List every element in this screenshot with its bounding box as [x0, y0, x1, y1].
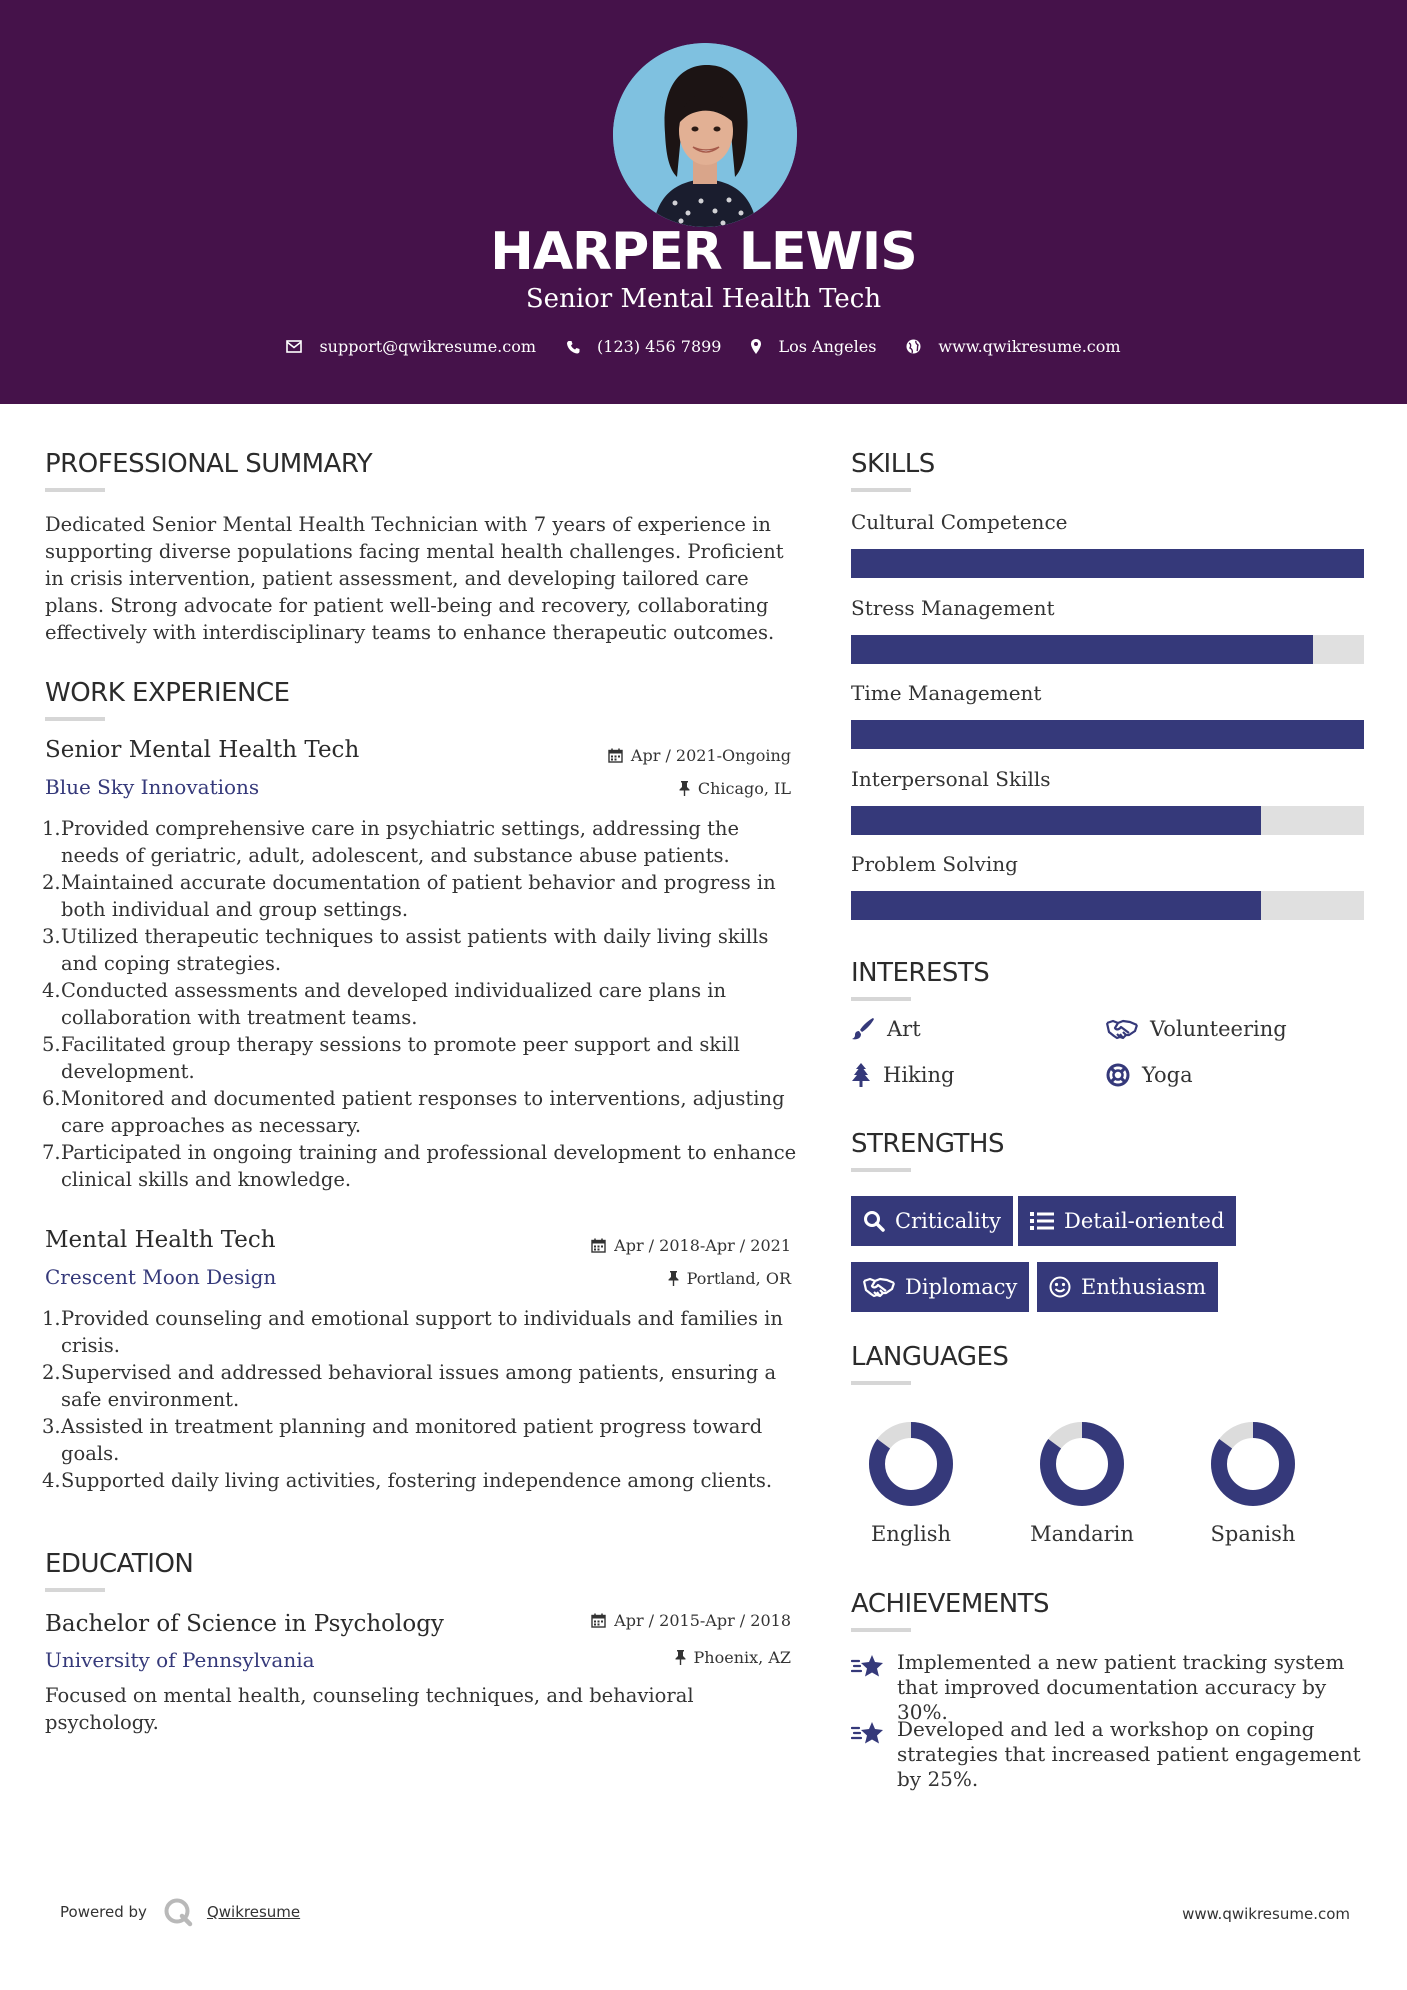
skill-label: Cultural Competence	[851, 510, 1068, 534]
achievement-item	[851, 1717, 1371, 1792]
achievement-text: Developed and led a workshop on coping strategies that increased patient engagement by 25%.	[897, 1717, 1361, 1791]
list-item: 2. Maintained accurate documentation of patient behavior and progress in both individual and group settings.	[42, 871, 776, 921]
email-text: support@qwikresume.com	[319, 337, 537, 356]
website-text: www.qwikresume.com	[938, 337, 1121, 356]
skill-bar-fill	[851, 549, 1364, 578]
list-item: 3. Utilized therapeutic techniques to assist patients with daily living skills and coping strategies.	[42, 925, 769, 975]
list-item: 1. Provided comprehensive care in psychiatric settings, addressing the needs of geriatric, adult, adolescent, and substance abuse patients.	[42, 817, 740, 867]
section-divider	[851, 1168, 911, 1172]
globe-icon	[906, 339, 921, 354]
interest-art	[851, 1017, 921, 1041]
map-pin-icon	[751, 339, 761, 354]
shooting-star-icon	[851, 1653, 885, 1679]
list-item: 4. Supported daily living activities, fostering independence among clients.	[42, 1469, 773, 1492]
skill-label: Time Management	[851, 681, 1042, 705]
skill-label: Interpersonal Skills	[851, 767, 1051, 791]
strength-badge	[851, 1262, 1029, 1312]
achievements-heading: ACHIEVEMENTS	[851, 1589, 1050, 1619]
pushpin-icon	[679, 781, 690, 796]
dates-text: Apr / 2018-Apr / 2021	[614, 1236, 791, 1255]
language-donut	[861, 1414, 961, 1514]
strengths-heading: STRENGTHS	[851, 1129, 1004, 1159]
strength-label: Enthusiasm	[1081, 1275, 1207, 1299]
section-divider	[851, 997, 911, 1001]
interest-label: Art	[887, 1017, 921, 1041]
list-item: 1. Provided counseling and emotional support to individuals and families in crisis.	[42, 1307, 783, 1357]
location-text: Los Angeles	[778, 337, 877, 356]
job-dates	[500, 746, 791, 765]
skill-bar-track	[851, 549, 1364, 578]
pushpin-icon	[668, 1271, 679, 1286]
list-icon	[1030, 1211, 1054, 1231]
contact-email[interactable]	[286, 337, 536, 356]
strength-label: Diplomacy	[905, 1275, 1018, 1299]
strength-label: Criticality	[895, 1209, 1001, 1233]
envelope-icon	[286, 340, 302, 353]
section-divider	[851, 488, 911, 492]
calendar-icon	[608, 748, 623, 763]
list-item: 6. Monitored and documented patient responses to interventions, adjusting care approaches as necessary.	[42, 1087, 785, 1137]
strength-label: Detail-oriented	[1064, 1209, 1225, 1233]
resume-header	[0, 0, 1407, 404]
job-bullets	[42, 1305, 798, 1494]
section-divider	[851, 1628, 911, 1632]
brand-link[interactable]: Qwikresume	[206, 1903, 301, 1921]
interest-hiking	[851, 1063, 954, 1087]
dates-text: Apr / 2021-Ongoing	[630, 746, 791, 765]
contact-location	[751, 337, 876, 356]
education-heading: EDUCATION	[45, 1549, 194, 1579]
company-name: Blue Sky Innovations	[45, 775, 260, 799]
skills-heading: SKILLS	[851, 449, 935, 479]
section-divider	[45, 717, 105, 721]
tree-icon	[851, 1063, 871, 1087]
qwikresume-logo-icon	[163, 1897, 193, 1927]
skill-label: Stress Management	[851, 596, 1055, 620]
interest-volunteering	[1106, 1017, 1287, 1041]
language-donut	[1032, 1414, 1132, 1514]
footer-website[interactable]: www.qwikresume.com	[1182, 1905, 1350, 1923]
lifering-icon	[1106, 1063, 1130, 1087]
job-location	[500, 779, 791, 798]
list-item: 2. Supervised and addressed behavioral issues among patients, ensuring a safe environment.	[42, 1361, 777, 1411]
job-location	[500, 1269, 791, 1288]
list-item: 4. Conducted assessments and developed individualized care plans in collaboration with treatment teams.	[42, 979, 727, 1029]
degree-title: Bachelor of Science in Psychology	[45, 1611, 444, 1637]
calendar-icon	[591, 1613, 606, 1628]
section-divider	[45, 488, 105, 492]
calendar-icon	[591, 1238, 606, 1253]
interest-label: Yoga	[1142, 1063, 1193, 1087]
skill-bar-track	[851, 806, 1364, 835]
list-item: 7. Participated in ongoing training and professional development to enhance clinical skills and knowledge.	[42, 1141, 797, 1191]
job-title: Senior Mental Health Tech	[45, 737, 360, 763]
section-divider	[851, 1381, 911, 1385]
experience-heading: WORK EXPERIENCE	[45, 678, 290, 708]
search-icon	[863, 1210, 885, 1232]
education-dates	[500, 1611, 791, 1630]
location-text: Chicago, IL	[697, 779, 791, 798]
candidate-title: Senior Mental Health Tech	[525, 284, 882, 314]
dates-text: Apr / 2015-Apr / 2018	[614, 1611, 791, 1630]
achievement-item	[851, 1650, 1371, 1725]
phone-text: (123) 456 7899	[597, 337, 722, 356]
skill-label: Problem Solving	[851, 852, 1018, 876]
handshake-icon	[863, 1276, 895, 1298]
section-divider	[45, 1588, 105, 1592]
job-title: Mental Health Tech	[45, 1227, 276, 1253]
skill-bar-fill	[851, 720, 1364, 749]
contact-website[interactable]	[906, 337, 1120, 356]
contact-phone[interactable]	[566, 337, 721, 356]
education-location	[500, 1648, 791, 1667]
skill-bar-track	[851, 720, 1364, 749]
contact-bar	[0, 337, 1407, 356]
job-bullets	[42, 815, 798, 1193]
pushpin-icon	[675, 1650, 686, 1665]
shooting-star-icon	[851, 1720, 885, 1746]
education-description: Focused on mental health, counseling techniques, and behavioral psychology.	[45, 1684, 694, 1734]
skill-bar-track	[851, 635, 1364, 664]
strength-badge	[1037, 1262, 1218, 1312]
skill-bar-fill	[851, 891, 1261, 920]
powered-by-text: Powered by	[60, 1903, 147, 1921]
interest-yoga	[1106, 1063, 1193, 1087]
interests-heading: INTERESTS	[851, 958, 990, 988]
language-label: Spanish	[1210, 1522, 1296, 1546]
interest-label: Hiking	[883, 1063, 955, 1087]
location-text: Phoenix, AZ	[693, 1648, 791, 1667]
school-name: University of Pennsylvania	[45, 1648, 315, 1672]
summary-text: Dedicated Senior Mental Health Technician with 7 years of experience in supporting diverse populations facing mental health challenges. Proficient in crisis intervention, patient assessment, and developing tailored care plans. Strong advocate for patient well-being and recovery, collaborating effectively with interdisciplinary teams to enhance therapeutic outcomes.	[45, 513, 784, 644]
summary-heading: PROFESSIONAL SUMMARY	[45, 449, 373, 479]
achievement-text: Implemented a new patient tracking system that improved documentation accuracy by 30%.	[897, 1650, 1345, 1724]
location-text: Portland, OR	[686, 1269, 791, 1288]
job-dates	[500, 1236, 791, 1255]
profile-photo	[613, 43, 797, 227]
paintbrush-icon	[851, 1017, 875, 1041]
language-label: English	[870, 1522, 952, 1546]
phone-icon	[566, 340, 580, 354]
list-item: 5. Facilitated group therapy sessions to promote peer support and skill development.	[42, 1033, 740, 1083]
strength-badge	[851, 1196, 1013, 1246]
footer-branding	[60, 1897, 300, 1927]
skill-bar-track	[851, 891, 1364, 920]
language-label: Mandarin	[1030, 1522, 1134, 1546]
company-name: Crescent Moon Design	[45, 1265, 277, 1289]
languages-heading: LANGUAGES	[851, 1342, 1009, 1372]
list-item: 3. Assisted in treatment planning and monitored patient progress toward goals.	[42, 1415, 763, 1465]
skill-bar-fill	[851, 635, 1313, 664]
candidate-name: HARPER LEWIS	[490, 222, 917, 282]
language-donut	[1203, 1414, 1303, 1514]
skill-bar-fill	[851, 806, 1261, 835]
strength-badge	[1018, 1196, 1236, 1246]
interest-label: Volunteering	[1150, 1017, 1287, 1041]
smile-icon	[1049, 1276, 1071, 1298]
handshake-icon	[1106, 1018, 1138, 1040]
